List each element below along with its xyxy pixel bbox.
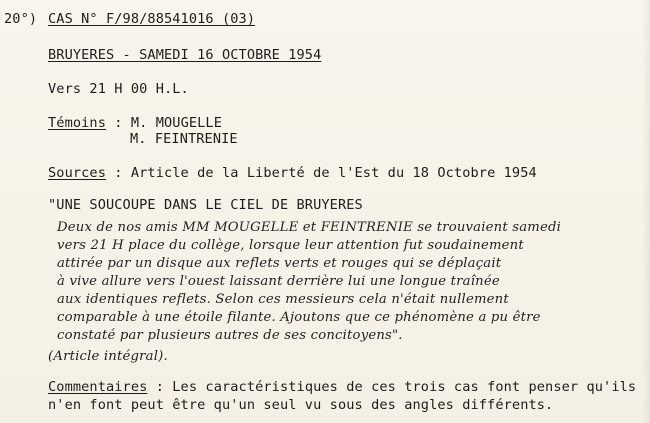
comments-line-2: n'en font peut être qu'un seul vu sous des angles différents. <box>48 397 554 413</box>
sources-line <box>48 164 537 182</box>
page-edge-shadow <box>642 0 650 423</box>
article-line: Deux de nos amis MM MOUGELLE et FEINTRENIE se trouvaient samedi <box>57 220 562 235</box>
witness-name: M. MOUGELLE <box>130 115 222 131</box>
article-line: constaté par plusieurs autres de ses concitoyens". <box>57 328 403 343</box>
comments-line <box>48 378 636 396</box>
article-line: attirée par un disque aux reflets verts et rouges qui se déplaçait <box>57 256 502 271</box>
article-line: comparable à une étoile filante. Ajoutons que ce phénomène a pu être <box>57 310 541 325</box>
article-line: aux identiques reflets. Selon ces messieurs cela n'était nullement <box>57 292 509 307</box>
article-title: "UNE SOUCOUPE DANS LE CIEL DE BRUYERES <box>48 197 363 213</box>
witness-name: M. FEINTRENIE <box>130 131 238 147</box>
sources-label: Sources <box>48 165 106 181</box>
article-line: à vive allure vers l'ouest laissant derrière lui une longue traînée <box>57 274 500 289</box>
comments-label: Commentaires <box>48 379 148 395</box>
case-reference: CAS N° F/98/88541016 (03) <box>48 11 256 27</box>
sources-text: : Article de la Liberté de l'Est du 18 Octobre 1954 <box>106 165 537 181</box>
location-date: BRUYERES - SAMEDI 16 OCTOBRE 1954 <box>48 47 322 63</box>
witnesses-label: Témoins <box>48 115 106 131</box>
witnesses-separator: : <box>106 115 131 131</box>
case-number: 20°) <box>4 11 38 27</box>
time: Vers 21 H 00 H.L. <box>48 81 189 97</box>
article-line: vers 21 H place du collège, lorsque leur attention fut soudainement <box>57 238 524 253</box>
comments-text: : Les caractéristiques de ces trois cas font penser qu'ils <box>147 379 637 395</box>
article-note: (Article intégral). <box>48 349 168 364</box>
